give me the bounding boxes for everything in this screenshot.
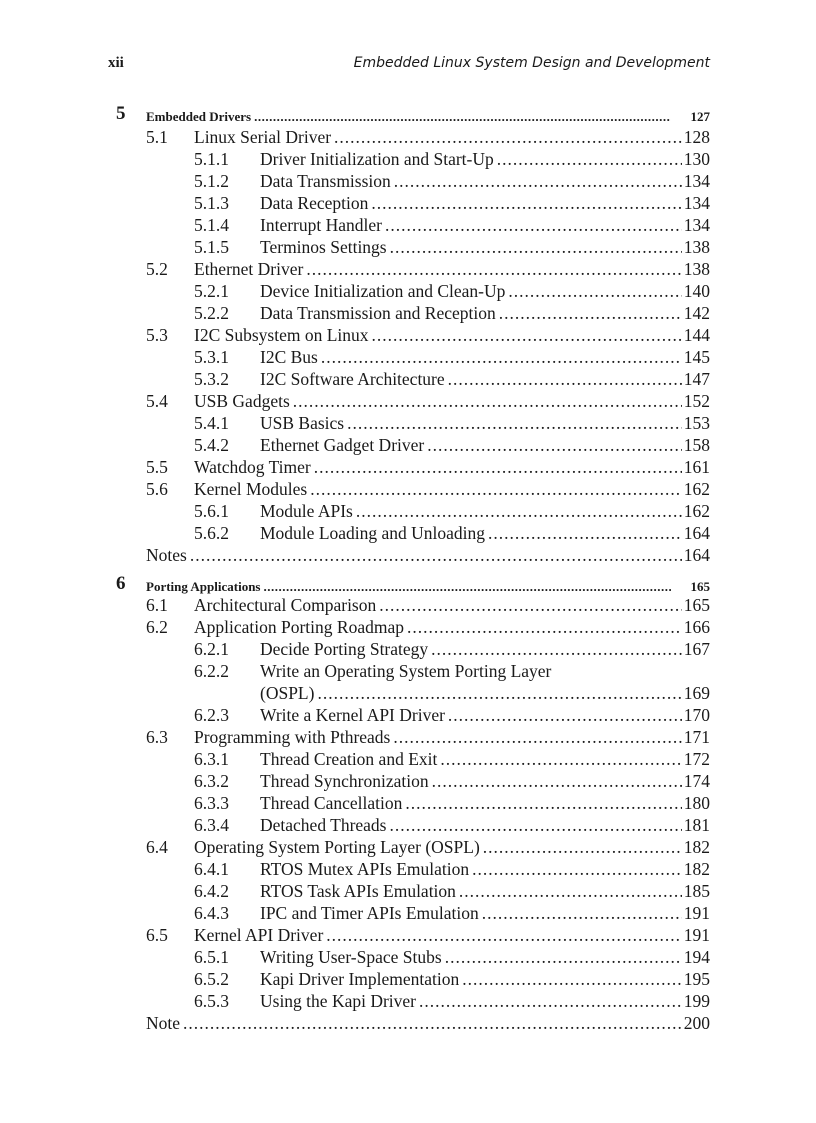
toc-subsection[interactable]	[0, 946, 816, 968]
leader-dots	[459, 880, 682, 902]
toc-subsection[interactable]	[0, 968, 816, 990]
chapter-title: Embedded Drivers	[146, 109, 252, 124]
subsection-number: 6.3.2	[194, 771, 229, 791]
leader-dots	[448, 368, 682, 390]
toc-section[interactable]	[0, 390, 816, 412]
subsection-page: 199	[683, 991, 710, 1011]
subsection-number: 6.4.1	[194, 859, 229, 879]
subsection-number: 6.2.1	[194, 639, 229, 659]
toc-subsection[interactable]	[0, 880, 816, 902]
subsection-title: Terminos Settings	[260, 237, 387, 257]
subsection-number: 5.6.1	[194, 501, 229, 521]
leader-dots	[393, 726, 681, 748]
subsection-number: 5.3.1	[194, 347, 229, 367]
leader-dots	[390, 814, 682, 836]
subsection-page: 142	[683, 303, 710, 323]
subsection-number: 6.4.3	[194, 903, 229, 923]
leader-dots	[356, 500, 682, 522]
section-page: 152	[683, 391, 710, 411]
subsection-number: 5.4.1	[194, 413, 229, 433]
section-number: 5.4	[146, 391, 168, 411]
subsection-page: 172	[683, 749, 710, 769]
section-number: 5.5	[146, 457, 168, 477]
subsection-title: Decide Porting Strategy	[260, 639, 429, 659]
toc-subsection[interactable]	[0, 412, 816, 434]
leader-dots	[293, 390, 682, 412]
toc-subsection[interactable]	[0, 302, 816, 324]
chapter-page: 127	[690, 109, 710, 124]
toc-subsection[interactable]	[0, 522, 816, 544]
subsection-title: Data Reception	[260, 193, 369, 213]
subsection-page: 185	[683, 881, 710, 901]
subsection-title: Using the Kapi Driver	[260, 991, 417, 1011]
subsection-page: 180	[683, 793, 710, 813]
section-page: 171	[683, 727, 710, 747]
toc-section[interactable]	[0, 594, 816, 616]
subsection-number: 6.5.3	[194, 991, 229, 1011]
chapter-page: 165	[690, 579, 710, 594]
subsection-title: Driver Initialization and Start-Up	[260, 149, 494, 169]
section-title: Application Porting Roadmap	[194, 617, 404, 637]
subsection-page: 134	[683, 215, 710, 235]
toc-subsection[interactable]	[0, 500, 816, 522]
section-title: I2C Subsystem on Linux	[194, 325, 369, 345]
subsection-number: 6.4.2	[194, 881, 229, 901]
section-title: Operating System Porting Layer (OSPL)	[194, 837, 480, 857]
toc-subsection[interactable]	[0, 792, 816, 814]
toc-subsection[interactable]	[0, 858, 816, 880]
subsection-page: 134	[683, 193, 710, 213]
subsection-number: 6.5.1	[194, 947, 229, 967]
toc-subsection[interactable]	[0, 280, 816, 302]
notes-page: 164	[683, 545, 710, 565]
section-title: Programming with Pthreads	[194, 727, 391, 747]
toc-subsection[interactable]	[0, 814, 816, 836]
subsection-page: 169	[683, 683, 710, 703]
leader-dots	[427, 434, 682, 456]
leader-dots	[321, 346, 682, 368]
toc-subsection[interactable]	[0, 748, 816, 770]
leader-dots	[482, 902, 682, 924]
subsection-title: Data Transmission and Reception	[260, 303, 496, 323]
subsection-page: 170	[683, 705, 710, 725]
leader-dots	[497, 148, 682, 170]
subsection-title: Interrupt Handler	[260, 215, 382, 235]
page-number: xii	[108, 55, 124, 71]
section-page: 138	[683, 259, 710, 279]
toc-section[interactable]	[0, 726, 816, 748]
section-number: 6.3	[146, 727, 168, 747]
toc-subsection[interactable]	[0, 434, 816, 456]
leader-dots	[317, 682, 681, 704]
leader-dots	[306, 258, 681, 280]
toc-subsection[interactable]	[0, 990, 816, 1012]
chapter-number: 6	[116, 573, 126, 594]
subsection-page: 138	[683, 237, 710, 257]
leader-dots	[390, 236, 682, 258]
toc-subsection[interactable]	[0, 148, 816, 170]
leader-dots	[394, 170, 682, 192]
leader-dots	[183, 1012, 682, 1034]
subsection-page: 147	[683, 369, 710, 389]
toc-section[interactable]	[0, 456, 816, 478]
toc-subsection[interactable]	[0, 902, 816, 924]
notes-title: Notes	[146, 545, 187, 565]
toc-subsection[interactable]	[0, 170, 816, 192]
toc-section[interactable]	[0, 924, 816, 946]
subsection-page: 194	[683, 947, 710, 967]
toc-subsection[interactable]	[0, 236, 816, 258]
subsection-title: RTOS Task APIs Emulation	[260, 881, 456, 901]
leader-dots	[483, 836, 682, 858]
leader-dots	[314, 456, 682, 478]
toc-section[interactable]	[0, 126, 816, 148]
subsection-title: Detached Threads	[260, 815, 387, 835]
leader-dots	[445, 946, 682, 968]
section-title: Architectural Comparison	[194, 595, 377, 615]
subsection-title: Ethernet Gadget Driver	[260, 435, 425, 455]
subsection-title: Module Loading and Unloading	[260, 523, 486, 543]
leader-dots	[407, 616, 682, 638]
leader-dots	[440, 748, 681, 770]
leader-dots	[372, 324, 682, 346]
leader-dots	[499, 302, 682, 324]
subsection-title: Writing User-Space Stubs	[260, 947, 442, 967]
section-number: 6.2	[146, 617, 168, 637]
leader-dots	[385, 214, 682, 236]
subsection-number: 6.3.4	[194, 815, 229, 835]
subsection-number: 6.5.2	[194, 969, 229, 989]
subsection-page: 130	[683, 149, 710, 169]
toc-notes[interactable]	[0, 544, 816, 566]
leader-dots	[334, 126, 682, 148]
section-number: 6.5	[146, 925, 168, 945]
section-number: 5.1	[146, 127, 168, 147]
subsection-number: 5.1.3	[194, 193, 229, 213]
toc-notes[interactable]	[0, 1012, 816, 1034]
subsection-title: Write an Operating System Porting Layer	[260, 661, 552, 681]
toc-subsection[interactable]	[0, 192, 816, 214]
section-title: Kernel API Driver	[194, 925, 324, 945]
section-number: 5.6	[146, 479, 168, 499]
leader-dots	[379, 594, 682, 616]
subsection-title: USB Basics	[260, 413, 345, 433]
leader-dots	[310, 478, 682, 500]
subsection-title: I2C Bus	[260, 347, 318, 367]
section-title: Kernel Modules	[194, 479, 308, 499]
leader-dots	[254, 106, 670, 128]
subsection-number: 6.3.1	[194, 749, 229, 769]
toc-subsection[interactable]	[0, 368, 816, 390]
subsection-page: 134	[683, 171, 710, 191]
toc-section[interactable]	[0, 324, 816, 346]
running-title: Embedded Linux System Design and Development	[353, 55, 710, 71]
toc-chapter-6[interactable]	[0, 574, 816, 596]
subsection-page: 158	[683, 435, 710, 455]
subsection-title: RTOS Mutex APIs Emulation	[260, 859, 470, 879]
chapter-title: Porting Applications	[146, 579, 261, 594]
subsection-page: 195	[683, 969, 710, 989]
toc-section[interactable]	[0, 478, 816, 500]
subsection-page: 140	[683, 281, 710, 301]
leader-dots	[431, 638, 682, 660]
section-page: 191	[683, 925, 710, 945]
chapter-number: 5	[116, 103, 126, 124]
section-number: 5.2	[146, 259, 168, 279]
notes-title: Note	[146, 1013, 181, 1033]
leader-dots	[462, 968, 682, 990]
leader-dots	[190, 544, 682, 566]
subsection-number: 5.2.1	[194, 281, 229, 301]
subsection-title-continued: (OSPL)	[260, 683, 315, 703]
subsection-page: 145	[683, 347, 710, 367]
section-page: 128	[683, 127, 710, 147]
section-page: 166	[683, 617, 710, 637]
section-title: Ethernet Driver	[194, 259, 304, 279]
section-page: 162	[683, 479, 710, 499]
leader-dots	[432, 770, 682, 792]
leader-dots	[448, 704, 682, 726]
subsection-page: 162	[683, 501, 710, 521]
leader-dots	[326, 924, 681, 946]
subsection-number: 5.1.5	[194, 237, 229, 257]
subsection-title: Data Transmission	[260, 171, 391, 191]
subsection-number: 6.2.3	[194, 705, 229, 725]
subsection-number: 6.3.3	[194, 793, 229, 813]
subsection-title: Thread Cancellation	[260, 793, 403, 813]
section-page: 161	[683, 457, 710, 477]
subsection-page: 181	[683, 815, 710, 835]
toc-section[interactable]	[0, 258, 816, 280]
leader-dots	[472, 858, 682, 880]
toc-subsection[interactable]	[0, 660, 816, 704]
subsection-page: 167	[683, 639, 710, 659]
leader-dots	[405, 792, 681, 814]
section-page: 165	[683, 595, 710, 615]
subsection-number: 5.1.2	[194, 171, 229, 191]
subsection-title: IPC and Timer APIs Emulation	[260, 903, 479, 923]
subsection-number: 5.6.2	[194, 523, 229, 543]
toc-subsection[interactable]	[0, 214, 816, 236]
toc-chapter-5[interactable]	[0, 104, 816, 126]
subsection-page: 164	[683, 523, 710, 543]
subsection-number: 5.4.2	[194, 435, 229, 455]
section-number: 6.1	[146, 595, 168, 615]
section-page: 144	[683, 325, 710, 345]
subsection-title: Thread Synchronization	[260, 771, 429, 791]
leader-dots	[508, 280, 681, 302]
subsection-number: 5.3.2	[194, 369, 229, 389]
subsection-title: Thread Creation and Exit	[260, 749, 438, 769]
section-page: 182	[683, 837, 710, 857]
subsection-title: I2C Software Architecture	[260, 369, 445, 389]
section-title: USB Gadgets	[194, 391, 290, 411]
notes-page: 200	[683, 1013, 710, 1033]
leader-dots	[347, 412, 682, 434]
section-title: Watchdog Timer	[194, 457, 311, 477]
toc-subsection[interactable]	[0, 346, 816, 368]
subsection-title: Device Initialization and Clean-Up	[260, 281, 506, 301]
leader-dots	[488, 522, 682, 544]
subsection-title: Module APIs	[260, 501, 353, 521]
subsection-title: Write a Kernel API Driver	[260, 705, 445, 725]
toc-section[interactable]	[0, 836, 816, 858]
subsection-number: 5.2.2	[194, 303, 229, 323]
subsection-page: 191	[683, 903, 710, 923]
subsection-title: Kapi Driver Implementation	[260, 969, 460, 989]
toc-subsection[interactable]	[0, 704, 816, 726]
subsection-number: 6.2.2	[194, 661, 229, 681]
subsection-number: 5.1.1	[194, 149, 229, 169]
toc-subsection[interactable]	[0, 770, 816, 792]
section-number: 6.4	[146, 837, 168, 857]
subsection-page: 182	[683, 859, 710, 879]
toc-section[interactable]	[0, 616, 816, 638]
toc-subsection[interactable]	[0, 638, 816, 660]
subsection-page: 153	[683, 413, 710, 433]
section-title: Linux Serial Driver	[194, 127, 332, 147]
subsection-page: 174	[683, 771, 710, 791]
leader-dots	[419, 990, 682, 1012]
subsection-number: 5.1.4	[194, 215, 229, 235]
page-header	[108, 55, 710, 75]
leader-dots	[371, 192, 681, 214]
section-number: 5.3	[146, 325, 168, 345]
